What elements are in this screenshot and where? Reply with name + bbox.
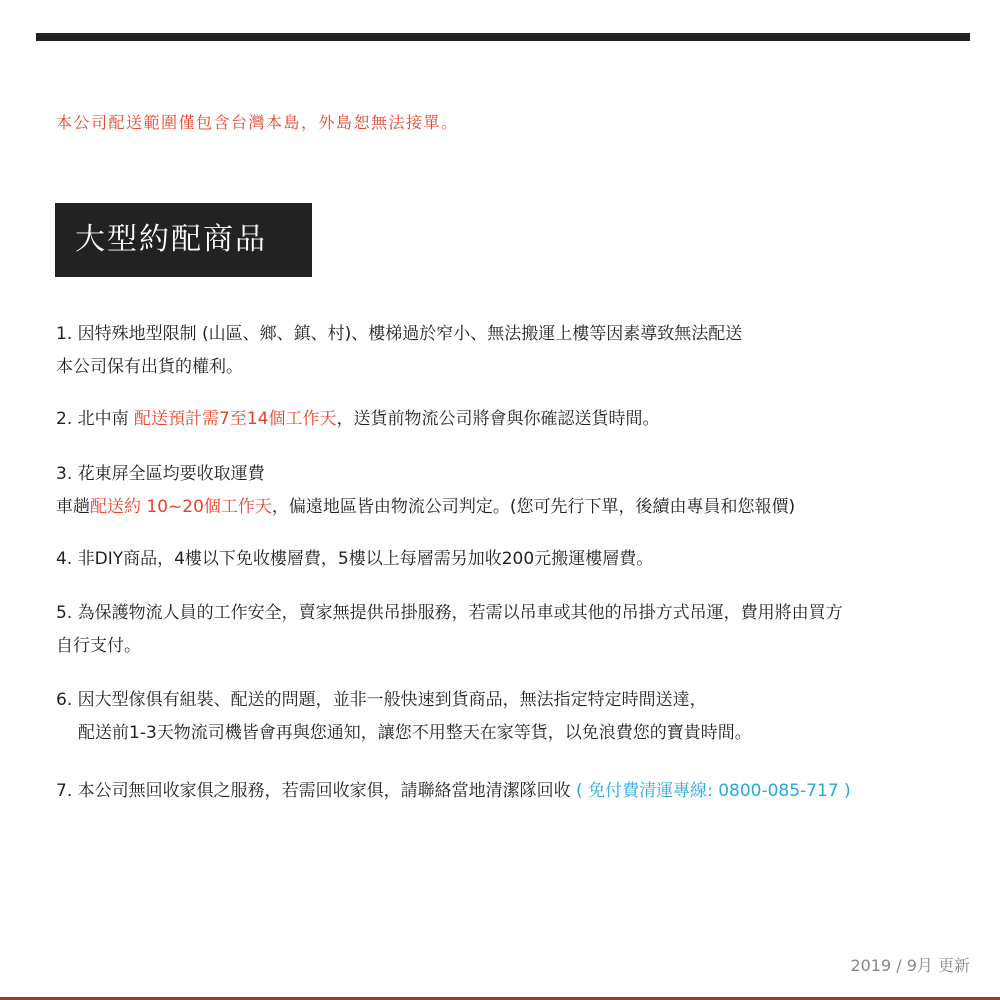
update-date: 2019 / 9月 更新 — [850, 956, 970, 975]
rule-item-3-line-2 — [56, 491, 795, 524]
rule-item-2-prefix: 2. 北中南 — [56, 409, 135, 429]
rule-item-1-line-2: 本公司保有出貨的權利。 — [56, 357, 243, 377]
shipping-area-notice: 本公司配送範圍僅包含台灣本島，外島恕無法接單。 — [56, 113, 459, 132]
rule-item-3-delivery-time: 配送約 10~20個工作天 — [90, 497, 272, 517]
rule-item-4: 4. 非DIY商品，4樓以下免收樓層費，5樓以上每層需另加收200元搬運樓層費。 — [56, 549, 654, 569]
rule-item-6-line-1: 6. 因大型傢俱有組裝、配送的問題，並非一般快速到貨商品，無法指定特定時間送達， — [56, 690, 707, 710]
rule-item-2-delivery-time: 配送預計需7至14個工作天 — [134, 409, 337, 429]
rule-item-6 — [56, 684, 752, 750]
rule-item-1 — [56, 318, 742, 384]
rule-item-2-suffix: ，送貨前物流公司將會與你確認送貨時間。 — [336, 409, 660, 429]
rule-item-7 — [56, 775, 851, 808]
rule-item-3-prefix: 車趟 — [56, 497, 90, 517]
rule-item-5 — [56, 597, 843, 663]
rule-item-3-line-1: 3. 花東屏全區均要收取運費 — [56, 464, 265, 484]
rule-item-6-line-2: 配送前1-3天物流司機皆會再與您通知，讓您不用整天在家等貨，以免浪費您的寶貴時間。 — [78, 723, 752, 743]
rule-item-3 — [56, 458, 795, 524]
rule-item-5-line-1: 5. 為保護物流人員的工作安全，賣家無提供吊掛服務，若需以吊車或其他的吊掛方式吊運，費用將由買方 — [56, 603, 843, 623]
rule-item-2 — [56, 403, 659, 436]
free-hotline-link[interactable]: ( 免付費清運專線: 0800-085-717 ) — [576, 781, 851, 801]
top-divider-bar — [36, 33, 970, 41]
rule-item-7-text: 7. 本公司無回收家俱之服務，若需回收家俱，請聯絡當地清潔隊回收 — [56, 781, 577, 801]
rule-item-1-line-1: 1. 因特殊地型限制 (山區、鄉、鎮、村)、樓梯過於窄小、無法搬運上樓等因素導致無法配送 — [56, 324, 743, 344]
rule-item-5-line-2: 自行支付。 — [56, 636, 141, 656]
section-title: 大型約配商品 — [55, 203, 312, 277]
rule-item-3-suffix: ，偏遠地區皆由物流公司判定。(您可先行下單，後續由專員和您報價) — [271, 497, 796, 517]
